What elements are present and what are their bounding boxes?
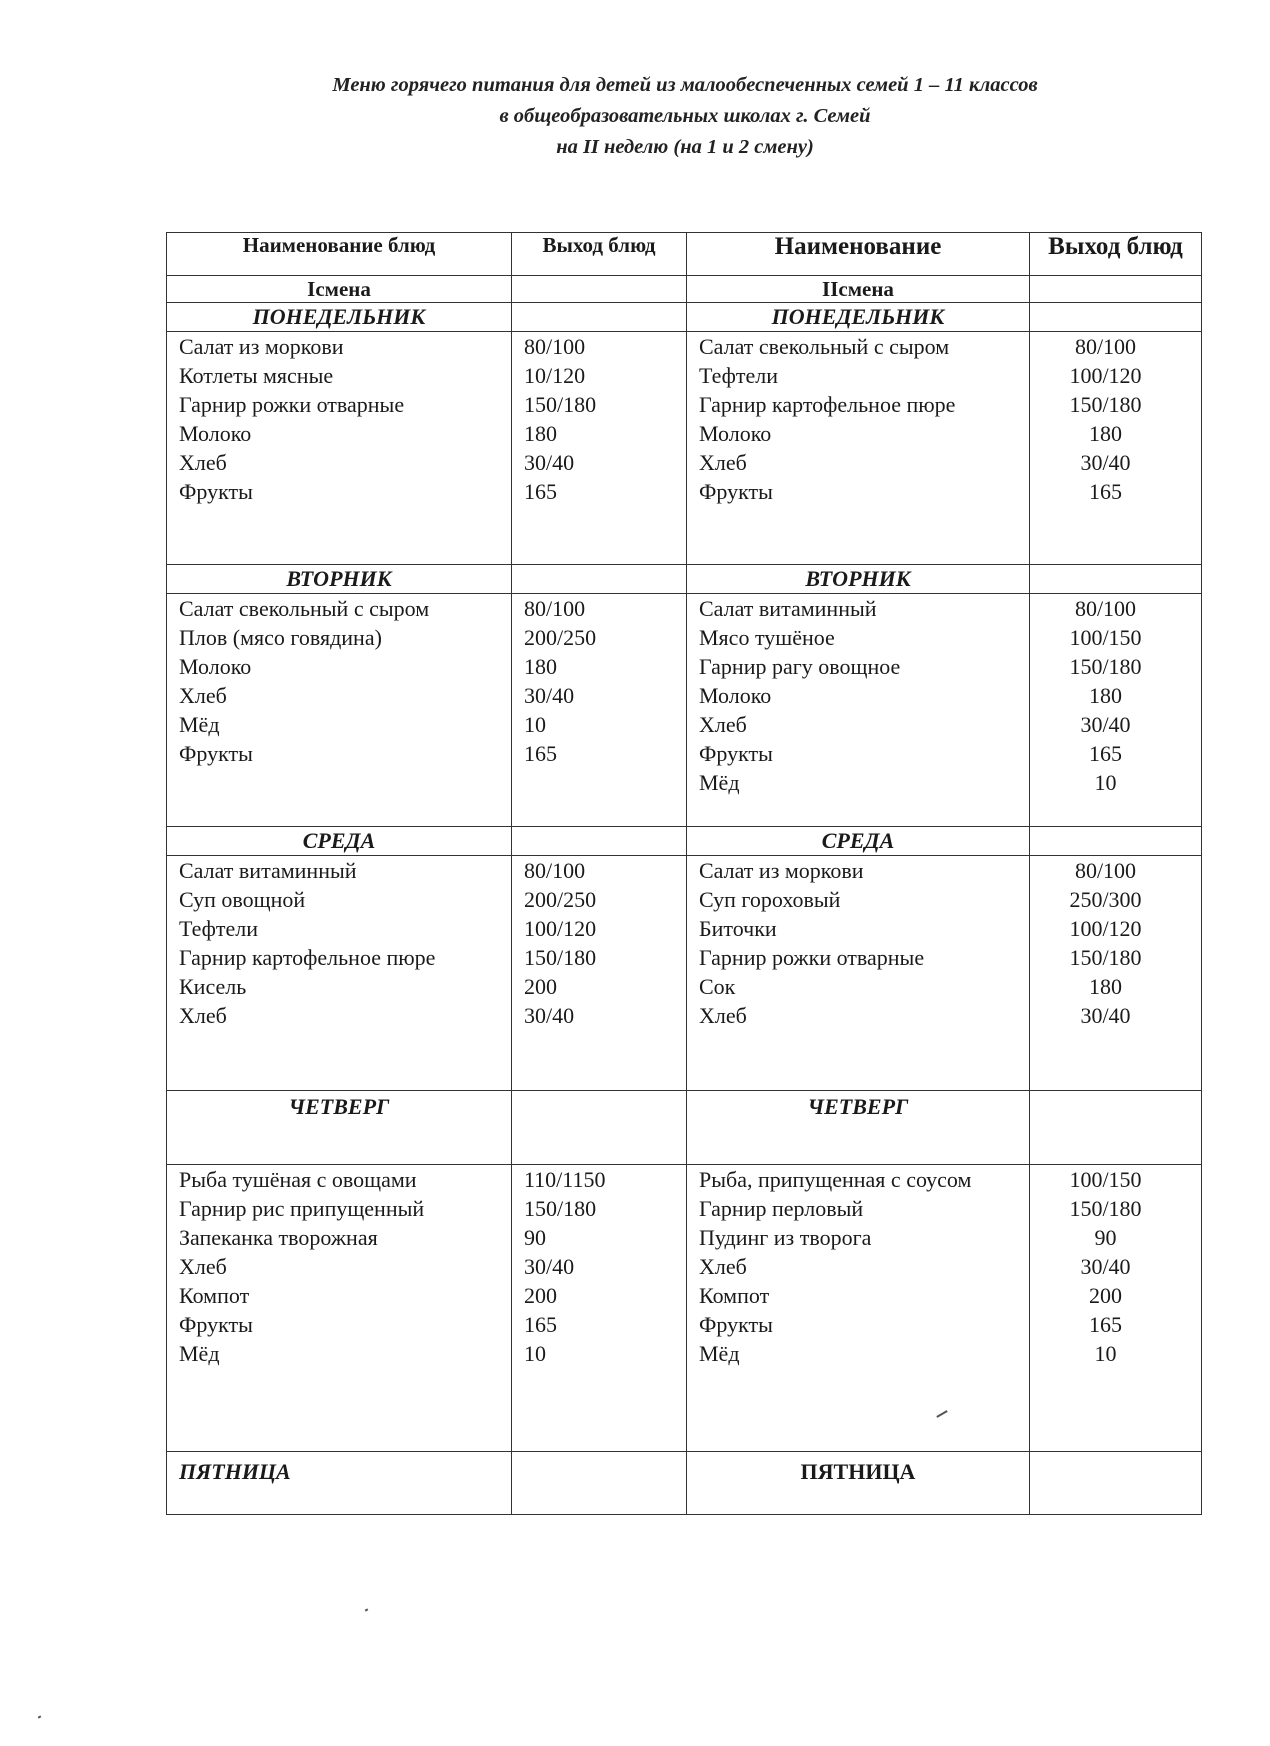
day-label-tuesday-shift1: ВТОРНИК bbox=[167, 565, 512, 594]
dish-list-thursday-shift2 bbox=[687, 1165, 1030, 1452]
dish-list-monday-shift2 bbox=[687, 332, 1030, 565]
dish-name: Хлеб bbox=[179, 1254, 227, 1279]
dish-name: Хлеб bbox=[699, 1254, 747, 1279]
dish-yield: 10/120 bbox=[524, 363, 586, 388]
dish-yield: 180 bbox=[524, 421, 557, 446]
dish-name: Тефтели bbox=[699, 363, 779, 388]
dish-yield: 30/40 bbox=[1080, 1254, 1131, 1279]
empty-cell bbox=[1030, 827, 1202, 856]
day-label-wednesday-shift1: СРЕДА bbox=[167, 827, 512, 856]
dish-yield: 150/180 bbox=[1069, 392, 1142, 417]
header-row bbox=[167, 233, 1202, 276]
dish-yield: 150/180 bbox=[524, 945, 597, 970]
dish-list-wednesday-shift2 bbox=[687, 856, 1030, 1091]
dish-yield: 200/250 bbox=[524, 887, 597, 912]
dish-yield: 180 bbox=[1089, 974, 1122, 999]
dish-yield: 30/40 bbox=[524, 1003, 575, 1028]
day-label-friday-shift1: ПЯТНИЦА bbox=[167, 1452, 512, 1515]
yield-list-thursday-shift1 bbox=[512, 1165, 687, 1452]
dish-name: Тефтели bbox=[179, 916, 259, 941]
day-row-wednesday bbox=[167, 827, 1202, 856]
dish-yield: 165 bbox=[524, 1312, 557, 1337]
dish-yield: 30/40 bbox=[1080, 450, 1131, 475]
day-label-friday-shift2: ПЯТНИЦА bbox=[687, 1452, 1030, 1515]
title-line-3: на II неделю (на 1 и 2 смену) bbox=[556, 136, 814, 158]
yield-list-wednesday-shift2 bbox=[1030, 856, 1202, 1091]
dish-name: Мёд bbox=[179, 712, 220, 737]
dish-name: Компот bbox=[699, 1283, 770, 1308]
shift-row bbox=[167, 276, 1202, 303]
empty-cell bbox=[512, 827, 687, 856]
yield-list-tuesday-shift1 bbox=[512, 594, 687, 827]
dish-name: Салат из моркови bbox=[179, 334, 344, 359]
dish-name: Суп овощной bbox=[179, 887, 306, 912]
dish-yield: 100/150 bbox=[1069, 625, 1142, 650]
shift-1-label: Iсмена bbox=[167, 276, 512, 303]
dish-name: Компот bbox=[179, 1283, 250, 1308]
dish-yield: 30/40 bbox=[524, 1254, 575, 1279]
header-dish-name-2: Наименование bbox=[687, 233, 1030, 276]
dish-yield: 80/100 bbox=[524, 858, 586, 883]
dish-yield: 165 bbox=[1089, 1312, 1122, 1337]
day-label-thursday-shift2: ЧЕТВЕРГ bbox=[687, 1091, 1030, 1165]
dish-yield: 100/120 bbox=[1069, 916, 1142, 941]
shift-1-empty bbox=[512, 276, 687, 303]
dish-list-tuesday-shift1 bbox=[167, 594, 512, 827]
dish-name: Мёд bbox=[699, 770, 740, 795]
dish-yield: 90 bbox=[1094, 1225, 1117, 1250]
title-line-1: Меню горячего питания для детей из малообеспеченных семей 1 – 11 классов bbox=[332, 74, 1038, 96]
dish-name: Салат свекольный с сыром bbox=[179, 596, 430, 621]
dish-yield: 80/100 bbox=[1074, 858, 1137, 883]
dish-yield: 10 bbox=[524, 712, 546, 737]
dish-yield: 180 bbox=[1089, 683, 1122, 708]
scan-speck bbox=[38, 1715, 42, 1718]
dish-name: Фрукты bbox=[179, 1312, 253, 1337]
dish-yield: 200/250 bbox=[524, 625, 597, 650]
day-label-monday-shift2: ПОНЕДЕЛЬНИК bbox=[687, 303, 1030, 332]
dish-yield: 30/40 bbox=[524, 450, 575, 475]
yield-list-monday-shift2 bbox=[1030, 332, 1202, 565]
day-label-wednesday-shift2: СРЕДА bbox=[687, 827, 1030, 856]
dish-yield: 180 bbox=[1089, 421, 1122, 446]
dish-yield: 80/100 bbox=[524, 596, 586, 621]
dish-yield: 180 bbox=[524, 654, 557, 679]
empty-cell bbox=[512, 1091, 687, 1165]
items-row-monday bbox=[167, 332, 1202, 565]
dish-yield: 10 bbox=[1094, 770, 1117, 795]
dish-yield: 165 bbox=[524, 479, 557, 504]
dish-name: Суп гороховый bbox=[699, 887, 841, 912]
dish-yield: 150/180 bbox=[524, 1196, 597, 1221]
dish-yield: 200 bbox=[524, 1283, 557, 1308]
dish-name: Гарнир рагу овощное bbox=[699, 654, 901, 679]
dish-yield: 200 bbox=[524, 974, 557, 999]
dish-yield: 100/120 bbox=[1069, 363, 1142, 388]
dish-name: Фрукты bbox=[699, 741, 773, 766]
dish-list-thursday-shift1 bbox=[167, 1165, 512, 1452]
header-dish-name-1: Наименование блюд bbox=[167, 233, 512, 276]
yield-list-monday-shift1 bbox=[512, 332, 687, 565]
day-label-monday-shift1: ПОНЕДЕЛЬНИК bbox=[167, 303, 512, 332]
empty-cell bbox=[512, 1452, 687, 1515]
items-row-thursday bbox=[167, 1165, 1202, 1452]
dish-yield: 150/180 bbox=[1069, 945, 1142, 970]
items-row-wednesday bbox=[167, 856, 1202, 1091]
day-label-tuesday-shift2: ВТОРНИК bbox=[687, 565, 1030, 594]
day-row-monday bbox=[167, 303, 1202, 332]
dish-yield: 100/150 bbox=[1069, 1167, 1142, 1192]
dish-list-wednesday-shift1 bbox=[167, 856, 512, 1091]
dish-name: Хлеб bbox=[699, 712, 747, 737]
yield-list-thursday-shift2 bbox=[1030, 1165, 1202, 1452]
shift-2-label: IIсмена bbox=[687, 276, 1030, 303]
dish-name: Хлеб bbox=[179, 450, 227, 475]
dish-yield: 30/40 bbox=[524, 683, 575, 708]
dish-yield: 30/40 bbox=[1080, 712, 1131, 737]
dish-name: Хлеб bbox=[699, 450, 747, 475]
dish-yield: 150/180 bbox=[1069, 1196, 1142, 1221]
dish-name: Мёд bbox=[699, 1341, 740, 1366]
dish-name: Запеканка творожная bbox=[179, 1225, 378, 1250]
dish-name: Молоко bbox=[699, 683, 772, 708]
dish-name: Котлеты мясные bbox=[179, 363, 334, 388]
day-label-thursday-shift1: ЧЕТВЕРГ bbox=[167, 1091, 512, 1165]
dish-name: Биточки bbox=[699, 916, 777, 941]
header-yield-2: Выход блюд bbox=[1030, 233, 1202, 276]
dish-name: Фрукты bbox=[179, 479, 253, 504]
dish-name: Молоко bbox=[699, 421, 772, 446]
dish-yield: 100/120 bbox=[524, 916, 597, 941]
dish-yield: 10 bbox=[524, 1341, 546, 1366]
header-yield-1: Выход блюд bbox=[512, 233, 687, 276]
dish-yield: 165 bbox=[1089, 741, 1122, 766]
dish-name: Салат витаминный bbox=[699, 596, 877, 621]
dish-yield: 80/100 bbox=[1074, 334, 1137, 359]
dish-name: Гарнир рожки отварные bbox=[179, 392, 405, 417]
scan-speck bbox=[365, 1608, 369, 1611]
dish-name: Кисель bbox=[179, 974, 247, 999]
dish-name: Хлеб bbox=[179, 1003, 227, 1028]
document-title bbox=[0, 70, 1270, 163]
day-row-tuesday bbox=[167, 565, 1202, 594]
dish-name: Гарнир картофельное пюре bbox=[179, 945, 436, 970]
day-row-friday bbox=[167, 1452, 1202, 1515]
empty-cell bbox=[1030, 1452, 1202, 1515]
dish-name: Фрукты bbox=[699, 479, 773, 504]
dish-name: Салат из моркови bbox=[699, 858, 864, 883]
dish-name: Фрукты bbox=[179, 741, 253, 766]
dish-yield: 250/300 bbox=[1069, 887, 1142, 912]
dish-name: Хлеб bbox=[699, 1003, 747, 1028]
dish-name: Рыба, припущенная с соусом bbox=[699, 1167, 972, 1192]
dish-yield: 150/180 bbox=[1069, 654, 1142, 679]
dish-name: Сок bbox=[699, 974, 736, 999]
empty-cell bbox=[1030, 565, 1202, 594]
empty-cell bbox=[512, 565, 687, 594]
dish-yield: 200 bbox=[1089, 1283, 1122, 1308]
day-row-thursday bbox=[167, 1091, 1202, 1165]
dish-name: Мёд bbox=[179, 1341, 220, 1366]
dish-name: Гарнир картофельное пюре bbox=[699, 392, 956, 417]
dish-name: Гарнир рожки отварные bbox=[699, 945, 925, 970]
empty-cell bbox=[1030, 303, 1202, 332]
dish-name: Молоко bbox=[179, 421, 252, 446]
dish-name: Мясо тушёное bbox=[699, 625, 835, 650]
dish-list-tuesday-shift2 bbox=[687, 594, 1030, 827]
dish-name: Рыба тушёная с овощами bbox=[179, 1167, 417, 1192]
dish-list-monday-shift1 bbox=[167, 332, 512, 565]
menu-table bbox=[166, 232, 1202, 1515]
dish-name: Гарнир перловый bbox=[699, 1196, 864, 1221]
dish-name: Гарнир рис припущенный bbox=[179, 1196, 425, 1221]
dish-name: Пудинг из творога bbox=[699, 1225, 872, 1250]
dish-yield: 165 bbox=[524, 741, 557, 766]
dish-yield: 80/100 bbox=[524, 334, 586, 359]
dish-yield: 90 bbox=[524, 1225, 546, 1250]
items-row-tuesday bbox=[167, 594, 1202, 827]
yield-list-wednesday-shift1 bbox=[512, 856, 687, 1091]
dish-name: Молоко bbox=[179, 654, 252, 679]
dish-yield: 150/180 bbox=[524, 392, 597, 417]
yield-list-tuesday-shift2 bbox=[1030, 594, 1202, 827]
dish-yield: 110/1150 bbox=[524, 1167, 606, 1192]
dish-name: Фрукты bbox=[699, 1312, 773, 1337]
dish-yield: 30/40 bbox=[1080, 1003, 1131, 1028]
dish-name: Салат витаминный bbox=[179, 858, 357, 883]
shift-2-empty bbox=[1030, 276, 1202, 303]
dish-yield: 80/100 bbox=[1074, 596, 1137, 621]
empty-cell bbox=[512, 303, 687, 332]
dish-name: Хлеб bbox=[179, 683, 227, 708]
empty-cell bbox=[1030, 1091, 1202, 1165]
title-line-2: в общеобразовательных школах г. Семей bbox=[499, 105, 871, 127]
dish-yield: 165 bbox=[1089, 479, 1122, 504]
dish-name: Салат свекольный с сыром bbox=[699, 334, 950, 359]
dish-name: Плов (мясо говядина) bbox=[179, 625, 382, 650]
dish-yield: 10 bbox=[1094, 1341, 1117, 1366]
